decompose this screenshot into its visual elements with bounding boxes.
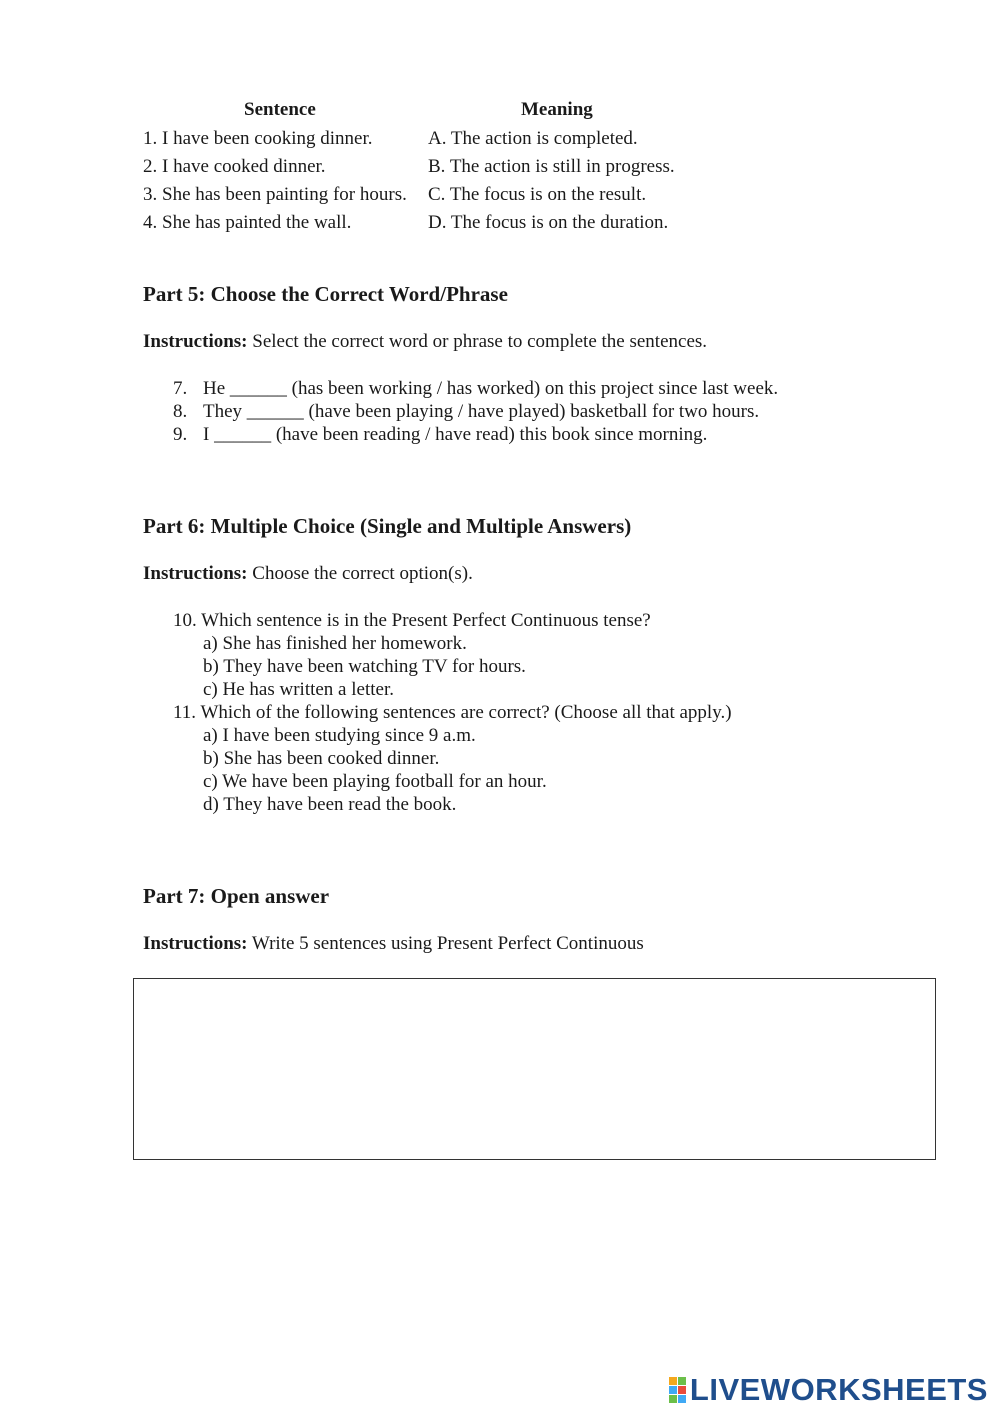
part7-heading: Part 7: Open answer [143,884,330,908]
liveworksheets-logo [669,1373,988,1407]
option: a) I have been studying since 9 a.m. [203,725,476,746]
logo-text: LIVEWORKSHEETS [689,1372,988,1407]
part5-heading: Part 5: Choose the Correct Word/Phrase [143,282,508,306]
option: b) They have been watching TV for hours. [203,656,526,677]
table-sentence: 4. She has painted the wall. [143,212,352,233]
table-sentence: 3. She has been painting for hours. [143,184,407,205]
table-header-sentence: Sentence [244,99,316,120]
item-number: 7. [173,378,188,399]
instructions-text: Choose the correct option(s). [247,563,473,584]
part7-instructions [143,933,644,955]
list-item [173,424,707,446]
table-meaning: C. The focus is on the result. [428,184,647,205]
list-item [173,378,778,400]
table-sentence: 2. I have cooked dinner. [143,156,326,177]
part6-instructions [143,563,473,585]
table-meaning: B. The action is still in progress. [428,156,675,177]
part5-instructions [143,331,707,353]
part6-heading: Part 6: Multiple Choice (Single and Multiple Answers) [143,514,632,538]
instructions-label: Instructions: [143,563,248,584]
question-11: 11. Which of the following sentences are correct? (Choose all that apply.) [173,702,732,723]
list-item [173,401,759,423]
instructions-label: Instructions: [143,933,248,954]
option: b) She has been cooked dinner. [203,748,440,769]
item-number: 8. [173,401,188,422]
item-number: 9. [173,424,188,445]
instructions-text: Select the correct word or phrase to complete the sentences. [247,331,708,352]
option: a) She has finished her homework. [203,633,467,654]
logo-mark-icon [669,1377,686,1403]
table-header-meaning: Meaning [521,99,593,120]
item-text: They ______ (have been playing / have played) basketball for two hours. [203,401,760,422]
item-text: I ______ (have been reading / have read) this book since morning. [203,424,708,445]
instructions-label: Instructions: [143,331,248,352]
question-10: 10. Which sentence is in the Present Perfect Continuous tense? [173,610,651,631]
option: c) He has written a letter. [203,679,394,700]
table-meaning: D. The focus is on the duration. [428,212,669,233]
item-text: He ______ (has been working / has worked) on this project since last week. [203,378,779,399]
option: d) They have been read the book. [203,794,457,815]
table-sentence: 1. I have been cooking dinner. [143,128,373,149]
instructions-text: Write 5 sentences using Present Perfect Continuous [247,933,644,954]
table-meaning: A. The action is completed. [428,128,638,149]
option: c) We have been playing football for an hour. [203,771,547,792]
open-answer-box[interactable] [133,978,936,1160]
